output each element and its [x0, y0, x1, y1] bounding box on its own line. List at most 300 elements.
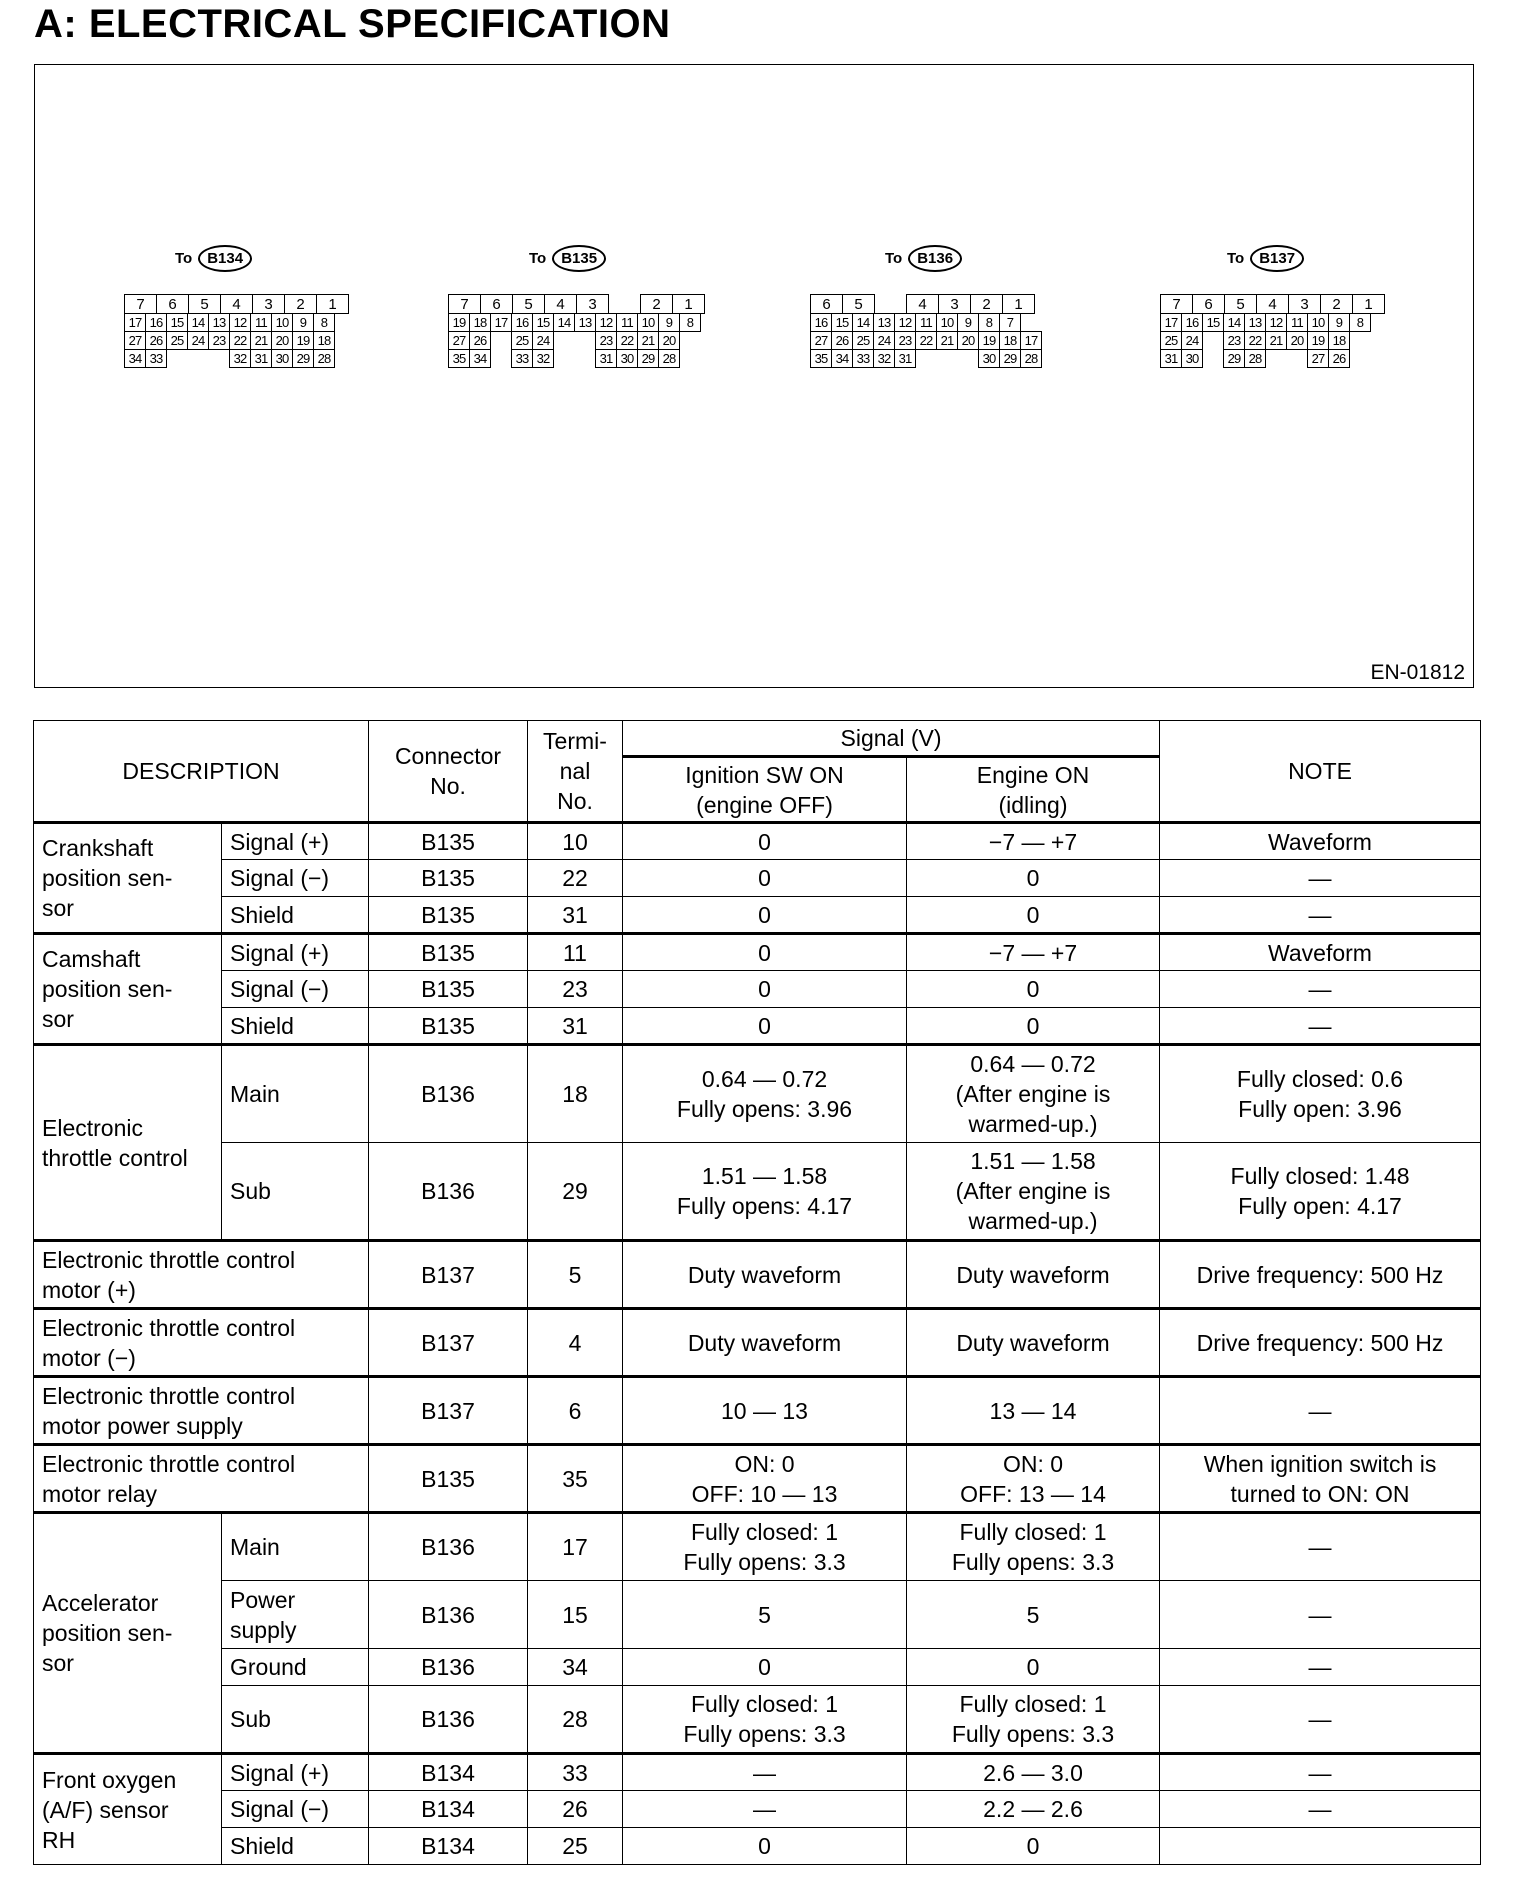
pin-1: 1 — [1002, 294, 1035, 314]
pin-26: 26 — [1328, 349, 1350, 368]
pin-31: 31 — [595, 349, 617, 368]
pin-28: 28 — [313, 349, 335, 368]
pin-21: 21 — [250, 331, 272, 350]
pin-11: 11 — [616, 313, 638, 332]
connector-pin-grid — [1161, 295, 1385, 368]
pin-16: 16 — [145, 313, 167, 332]
sub-description-cell: Sub — [222, 1686, 369, 1754]
terminal-no-cell: 18 — [528, 1045, 623, 1143]
engine-on-value-cell: 0 — [907, 1008, 1160, 1045]
pin-17: 17 — [1020, 331, 1042, 350]
pin-29: 29 — [292, 349, 314, 368]
pin-2: 2 — [640, 294, 673, 314]
description-cell: Electronic throttle control motor power supply — [34, 1377, 369, 1445]
connector-no-cell: B137 — [369, 1241, 528, 1309]
pin-29: 29 — [999, 349, 1021, 368]
connector-no-cell: B135 — [369, 860, 528, 897]
pin-18: 18 — [469, 313, 491, 332]
to-text: To — [529, 250, 547, 267]
to-text: To — [885, 250, 903, 267]
pin-23: 23 — [1223, 331, 1245, 350]
engine-on-value-cell: 5 — [907, 1581, 1160, 1649]
sub-description-cell: Shield — [222, 897, 369, 934]
ignition-on-value-cell: 1.51 — 1.58 Fully opens: 4.17 — [623, 1143, 907, 1241]
terminal-no-cell: 28 — [528, 1686, 623, 1754]
connector-no-cell: B135 — [369, 934, 528, 971]
header-terminal-no: Termi- nal No. — [528, 721, 623, 823]
sub-description-cell: Power supply — [222, 1581, 369, 1649]
pin-34: 34 — [469, 349, 491, 368]
engine-on-value-cell: 0 — [907, 971, 1160, 1008]
note-cell: — — [1160, 1649, 1481, 1686]
pin-26: 26 — [831, 331, 853, 350]
pin-15: 15 — [1202, 313, 1224, 332]
sub-description-cell: Signal (+) — [222, 934, 369, 971]
pin-31: 31 — [894, 349, 916, 368]
note-cell: Waveform — [1160, 934, 1481, 971]
pin-24: 24 — [187, 331, 209, 350]
pin-7: 7 — [999, 313, 1021, 332]
table-row — [34, 934, 1481, 971]
pin-22: 22 — [1244, 331, 1266, 350]
connector-label — [1227, 245, 1304, 272]
header-note: NOTE — [1160, 721, 1481, 823]
connector-label — [885, 245, 962, 272]
terminal-no-cell: 15 — [528, 1581, 623, 1649]
table-row — [34, 1309, 1481, 1377]
pin-6: 6 — [1192, 294, 1225, 314]
pin-6: 6 — [810, 294, 843, 314]
pin-33: 33 — [511, 349, 533, 368]
pin-18: 18 — [313, 331, 335, 350]
pin-5: 5 — [188, 294, 221, 314]
ignition-on-value-cell: 0 — [623, 860, 907, 897]
note-cell: — — [1160, 1791, 1481, 1828]
ignition-on-value-cell: Fully closed: 1 Fully opens: 3.3 — [623, 1686, 907, 1754]
pin-26: 26 — [145, 331, 167, 350]
ignition-on-value-cell: Duty waveform — [623, 1309, 907, 1377]
terminal-no-cell: 35 — [528, 1445, 623, 1513]
pin-23: 23 — [595, 331, 617, 350]
pin-17: 17 — [1160, 313, 1182, 332]
connector-label — [529, 245, 606, 272]
pin-18: 18 — [999, 331, 1021, 350]
pin-4: 4 — [544, 294, 577, 314]
pin-30: 30 — [1181, 349, 1203, 368]
pin-11: 11 — [1286, 313, 1308, 332]
description-cell: Electronic throttle control motor (−) — [34, 1309, 369, 1377]
sub-description-cell: Sub — [222, 1143, 369, 1241]
connector-id-badge: B134 — [198, 245, 252, 272]
ignition-on-value-cell: 0 — [623, 934, 907, 971]
pin-1: 1 — [1352, 294, 1385, 314]
pin-30: 30 — [978, 349, 1000, 368]
pin-31: 31 — [250, 349, 272, 368]
pin-13: 13 — [574, 313, 596, 332]
table-row — [34, 1754, 1481, 1791]
note-cell — [1160, 1828, 1481, 1865]
connector-pin-grid — [449, 295, 705, 368]
engine-on-value-cell: 0 — [907, 897, 1160, 934]
connector-id-badge: B135 — [552, 245, 606, 272]
pin-21: 21 — [1265, 331, 1287, 350]
pin-33: 33 — [852, 349, 874, 368]
note-cell: — — [1160, 1686, 1481, 1754]
engine-on-value-cell: 2.6 — 3.0 — [907, 1754, 1160, 1791]
figure-code: EN-01812 — [1370, 661, 1465, 684]
pin-11: 11 — [915, 313, 937, 332]
connector-no-cell: B136 — [369, 1686, 528, 1754]
pin-12: 12 — [894, 313, 916, 332]
pin-12: 12 — [229, 313, 251, 332]
sub-description-cell: Shield — [222, 1828, 369, 1865]
description-cell: Electronic throttle control motor relay — [34, 1445, 369, 1513]
pin-25: 25 — [1160, 331, 1182, 350]
connector-pin-grid — [125, 295, 349, 368]
pin-20: 20 — [271, 331, 293, 350]
engine-on-value-cell: Duty waveform — [907, 1241, 1160, 1309]
ignition-on-value-cell: 0 — [623, 1649, 907, 1686]
pin-33: 33 — [145, 349, 167, 368]
pin-16: 16 — [511, 313, 533, 332]
sub-description-cell: Ground — [222, 1649, 369, 1686]
pin-12: 12 — [1265, 313, 1287, 332]
pin-24: 24 — [532, 331, 554, 350]
pin-3: 3 — [252, 294, 285, 314]
pin-5: 5 — [512, 294, 545, 314]
pin-31: 31 — [1160, 349, 1182, 368]
engine-on-value-cell: 0 — [907, 1649, 1160, 1686]
table-row — [34, 1649, 1481, 1686]
engine-on-value-cell: 1.51 — 1.58 (After engine is warmed-up.) — [907, 1143, 1160, 1241]
note-cell: — — [1160, 1008, 1481, 1045]
table-row — [34, 1581, 1481, 1649]
pin-25: 25 — [852, 331, 874, 350]
pin-15: 15 — [166, 313, 188, 332]
pin-9: 9 — [658, 313, 680, 332]
terminal-no-cell: 29 — [528, 1143, 623, 1241]
table-row — [34, 823, 1481, 860]
engine-on-value-cell: 13 — 14 — [907, 1377, 1160, 1445]
ignition-on-value-cell: ON: 0 OFF: 10 — 13 — [623, 1445, 907, 1513]
terminal-no-cell: 11 — [528, 934, 623, 971]
ignition-on-value-cell: — — [623, 1754, 907, 1791]
pin-4: 4 — [906, 294, 939, 314]
pin-8: 8 — [1349, 313, 1371, 332]
ignition-on-value-cell: — — [623, 1791, 907, 1828]
engine-on-value-cell: Fully closed: 1 Fully opens: 3.3 — [907, 1686, 1160, 1754]
table-row — [34, 1143, 1481, 1241]
pin-21: 21 — [936, 331, 958, 350]
pin-4: 4 — [220, 294, 253, 314]
note-cell: — — [1160, 1754, 1481, 1791]
pin-28: 28 — [658, 349, 680, 368]
sub-description-cell: Main — [222, 1045, 369, 1143]
pin-17: 17 — [490, 313, 512, 332]
ignition-on-value-cell: 0 — [623, 1008, 907, 1045]
pin-28: 28 — [1020, 349, 1042, 368]
terminal-no-cell: 25 — [528, 1828, 623, 1865]
header-connector-no: Connector No. — [369, 721, 528, 823]
table-row — [34, 971, 1481, 1008]
connector-no-cell: B134 — [369, 1754, 528, 1791]
terminal-no-cell: 33 — [528, 1754, 623, 1791]
pin-7: 7 — [448, 294, 481, 314]
pin-34: 34 — [831, 349, 853, 368]
description-group-cell: Front oxygen (A/F) sensor RH — [34, 1754, 222, 1865]
header-signal: Signal (V) — [623, 721, 1160, 757]
header-description: DESCRIPTION — [34, 721, 369, 823]
pin-32: 32 — [873, 349, 895, 368]
pin-2: 2 — [284, 294, 317, 314]
sub-description-cell: Signal (−) — [222, 1791, 369, 1828]
note-cell: — — [1160, 1581, 1481, 1649]
pin-6: 6 — [156, 294, 189, 314]
pin-29: 29 — [637, 349, 659, 368]
pin-18: 18 — [1328, 331, 1350, 350]
note-cell: Waveform — [1160, 823, 1481, 860]
pin-22: 22 — [915, 331, 937, 350]
note-cell: When ignition switch is turned to ON: ON — [1160, 1445, 1481, 1513]
pin-19: 19 — [978, 331, 1000, 350]
engine-on-value-cell: ON: 0 OFF: 13 — 14 — [907, 1445, 1160, 1513]
note-cell: — — [1160, 860, 1481, 897]
engine-on-value-cell: Duty waveform — [907, 1309, 1160, 1377]
pin-11: 11 — [250, 313, 272, 332]
engine-on-value-cell: 2.2 — 2.6 — [907, 1791, 1160, 1828]
engine-on-value-cell: Fully closed: 1 Fully opens: 3.3 — [907, 1513, 1160, 1581]
pin-5: 5 — [842, 294, 875, 314]
engine-on-value-cell: −7 — +7 — [907, 823, 1160, 860]
connector-no-cell: B137 — [369, 1377, 528, 1445]
pin-27: 27 — [810, 331, 832, 350]
connector-pin-grid — [811, 295, 1042, 368]
pin-9: 9 — [292, 313, 314, 332]
pin-10: 10 — [936, 313, 958, 332]
pin-13: 13 — [873, 313, 895, 332]
pin-32: 32 — [532, 349, 554, 368]
connector-no-cell: B135 — [369, 897, 528, 934]
terminal-no-cell: 10 — [528, 823, 623, 860]
pin-27: 27 — [124, 331, 146, 350]
table-row — [34, 1791, 1481, 1828]
pin-19: 19 — [1307, 331, 1329, 350]
pin-30: 30 — [616, 349, 638, 368]
pin-13: 13 — [208, 313, 230, 332]
note-cell: — — [1160, 897, 1481, 934]
pin-4: 4 — [1256, 294, 1289, 314]
pin-35: 35 — [448, 349, 470, 368]
header-engine-on: Engine ON (idling) — [907, 757, 1160, 823]
pin-24: 24 — [1181, 331, 1203, 350]
pin-25: 25 — [511, 331, 533, 350]
table-row — [34, 1828, 1481, 1865]
connector-id-badge: B136 — [908, 245, 962, 272]
ignition-on-value-cell: 10 — 13 — [623, 1377, 907, 1445]
table-row — [34, 897, 1481, 934]
note-cell: — — [1160, 971, 1481, 1008]
pin-19: 19 — [448, 313, 470, 332]
pin-2: 2 — [1320, 294, 1353, 314]
connector-no-cell: B135 — [369, 1445, 528, 1513]
ignition-on-value-cell: 5 — [623, 1581, 907, 1649]
table-row — [34, 1045, 1481, 1143]
to-text: To — [1227, 250, 1245, 267]
connector-no-cell: B135 — [369, 1008, 528, 1045]
pin-22: 22 — [616, 331, 638, 350]
pin-19: 19 — [292, 331, 314, 350]
engine-on-value-cell: −7 — +7 — [907, 934, 1160, 971]
sub-description-cell: Main — [222, 1513, 369, 1581]
connector-figure — [34, 64, 1474, 688]
sub-description-cell: Shield — [222, 1008, 369, 1045]
description-group-cell: Accelerator position sen- sor — [34, 1513, 222, 1754]
terminal-no-cell: 31 — [528, 897, 623, 934]
pin-10: 10 — [1307, 313, 1329, 332]
note-cell: — — [1160, 1377, 1481, 1445]
pin-34: 34 — [124, 349, 146, 368]
sub-description-cell: Signal (−) — [222, 860, 369, 897]
engine-on-value-cell: 0.64 — 0.72 (After engine is warmed-up.) — [907, 1045, 1160, 1143]
to-text: To — [175, 250, 193, 267]
table-row — [34, 860, 1481, 897]
ignition-on-value-cell: 0 — [623, 897, 907, 934]
engine-on-value-cell: 0 — [907, 1828, 1160, 1865]
pin-28: 28 — [1244, 349, 1266, 368]
note-cell: — — [1160, 1513, 1481, 1581]
pin-14: 14 — [1223, 313, 1245, 332]
pin-12: 12 — [595, 313, 617, 332]
pin-10: 10 — [637, 313, 659, 332]
terminal-no-cell: 31 — [528, 1008, 623, 1045]
pin-22: 22 — [229, 331, 251, 350]
pin-8: 8 — [313, 313, 335, 332]
pin-16: 16 — [1181, 313, 1203, 332]
connector-no-cell: B137 — [369, 1309, 528, 1377]
page-title: A: ELECTRICAL SPECIFICATION — [34, 2, 671, 46]
pin-6: 6 — [480, 294, 513, 314]
ignition-on-value-cell: 0 — [623, 971, 907, 1008]
note-cell: Drive frequency: 500 Hz — [1160, 1241, 1481, 1309]
table-row — [34, 1445, 1481, 1513]
terminal-no-cell: 6 — [528, 1377, 623, 1445]
pin-3: 3 — [938, 294, 971, 314]
pin-21: 21 — [637, 331, 659, 350]
connector-no-cell: B136 — [369, 1649, 528, 1686]
pin-20: 20 — [1286, 331, 1308, 350]
description-group-cell: Crankshaft position sen- sor — [34, 823, 222, 934]
terminal-no-cell: 23 — [528, 971, 623, 1008]
description-group-cell: Camshaft position sen- sor — [34, 934, 222, 1045]
table-row — [34, 1686, 1481, 1754]
pin-23: 23 — [208, 331, 230, 350]
table-row — [34, 1513, 1481, 1581]
connector-no-cell: B136 — [369, 1045, 528, 1143]
pin-32: 32 — [229, 349, 251, 368]
pin-7: 7 — [1160, 294, 1193, 314]
pin-9: 9 — [957, 313, 979, 332]
sub-description-cell: Signal (+) — [222, 1754, 369, 1791]
terminal-no-cell: 26 — [528, 1791, 623, 1828]
header-ignition-on: Ignition SW ON (engine OFF) — [623, 757, 907, 823]
connector-label — [175, 245, 252, 272]
pin-35: 35 — [810, 349, 832, 368]
ignition-on-value-cell: Fully closed: 1 Fully opens: 3.3 — [623, 1513, 907, 1581]
pin-23: 23 — [894, 331, 916, 350]
pin-9: 9 — [1328, 313, 1350, 332]
connector-no-cell: B134 — [369, 1828, 528, 1865]
ignition-on-value-cell: 0 — [623, 823, 907, 860]
pin-14: 14 — [553, 313, 575, 332]
connector-no-cell: B136 — [369, 1143, 528, 1241]
pin-29: 29 — [1223, 349, 1245, 368]
pin-13: 13 — [1244, 313, 1266, 332]
pin-7: 7 — [124, 294, 157, 314]
sub-description-cell: Signal (−) — [222, 971, 369, 1008]
description-cell: Electronic throttle control motor (+) — [34, 1241, 369, 1309]
pin-16: 16 — [810, 313, 832, 332]
ignition-on-value-cell: 0.64 — 0.72 Fully opens: 3.96 — [623, 1045, 907, 1143]
pin-26: 26 — [469, 331, 491, 350]
table-row — [34, 1008, 1481, 1045]
note-cell: Drive frequency: 500 Hz — [1160, 1309, 1481, 1377]
table-row — [34, 1241, 1481, 1309]
pin-25: 25 — [166, 331, 188, 350]
electrical-spec-table — [33, 720, 1481, 1865]
pin-3: 3 — [1288, 294, 1321, 314]
pin-17: 17 — [124, 313, 146, 332]
terminal-no-cell: 22 — [528, 860, 623, 897]
pin-20: 20 — [658, 331, 680, 350]
connector-no-cell: B136 — [369, 1513, 528, 1581]
ignition-on-value-cell: Duty waveform — [623, 1241, 907, 1309]
pin-5: 5 — [1224, 294, 1257, 314]
pin-1: 1 — [316, 294, 349, 314]
connector-no-cell: B136 — [369, 1581, 528, 1649]
pin-3: 3 — [576, 294, 609, 314]
pin-27: 27 — [1307, 349, 1329, 368]
pin-8: 8 — [679, 313, 701, 332]
connector-no-cell: B135 — [369, 971, 528, 1008]
terminal-no-cell: 5 — [528, 1241, 623, 1309]
ignition-on-value-cell: 0 — [623, 1828, 907, 1865]
pin-15: 15 — [831, 313, 853, 332]
connector-no-cell: B135 — [369, 823, 528, 860]
connector-no-cell: B134 — [369, 1791, 528, 1828]
pin-15: 15 — [532, 313, 554, 332]
terminal-no-cell: 17 — [528, 1513, 623, 1581]
pin-10: 10 — [271, 313, 293, 332]
pin-14: 14 — [852, 313, 874, 332]
note-cell: Fully closed: 0.6 Fully open: 3.96 — [1160, 1045, 1481, 1143]
connector-id-badge: B137 — [1250, 245, 1304, 272]
pin-20: 20 — [957, 331, 979, 350]
pin-30: 30 — [271, 349, 293, 368]
table-row — [34, 1377, 1481, 1445]
terminal-no-cell: 34 — [528, 1649, 623, 1686]
engine-on-value-cell: 0 — [907, 860, 1160, 897]
terminal-no-cell: 4 — [528, 1309, 623, 1377]
note-cell: Fully closed: 1.48 Fully open: 4.17 — [1160, 1143, 1481, 1241]
sub-description-cell: Signal (+) — [222, 823, 369, 860]
description-group-cell: Electronic throttle control — [34, 1045, 222, 1241]
pin-1: 1 — [672, 294, 705, 314]
pin-27: 27 — [448, 331, 470, 350]
pin-24: 24 — [873, 331, 895, 350]
pin-14: 14 — [187, 313, 209, 332]
pin-2: 2 — [970, 294, 1003, 314]
pin-8: 8 — [978, 313, 1000, 332]
